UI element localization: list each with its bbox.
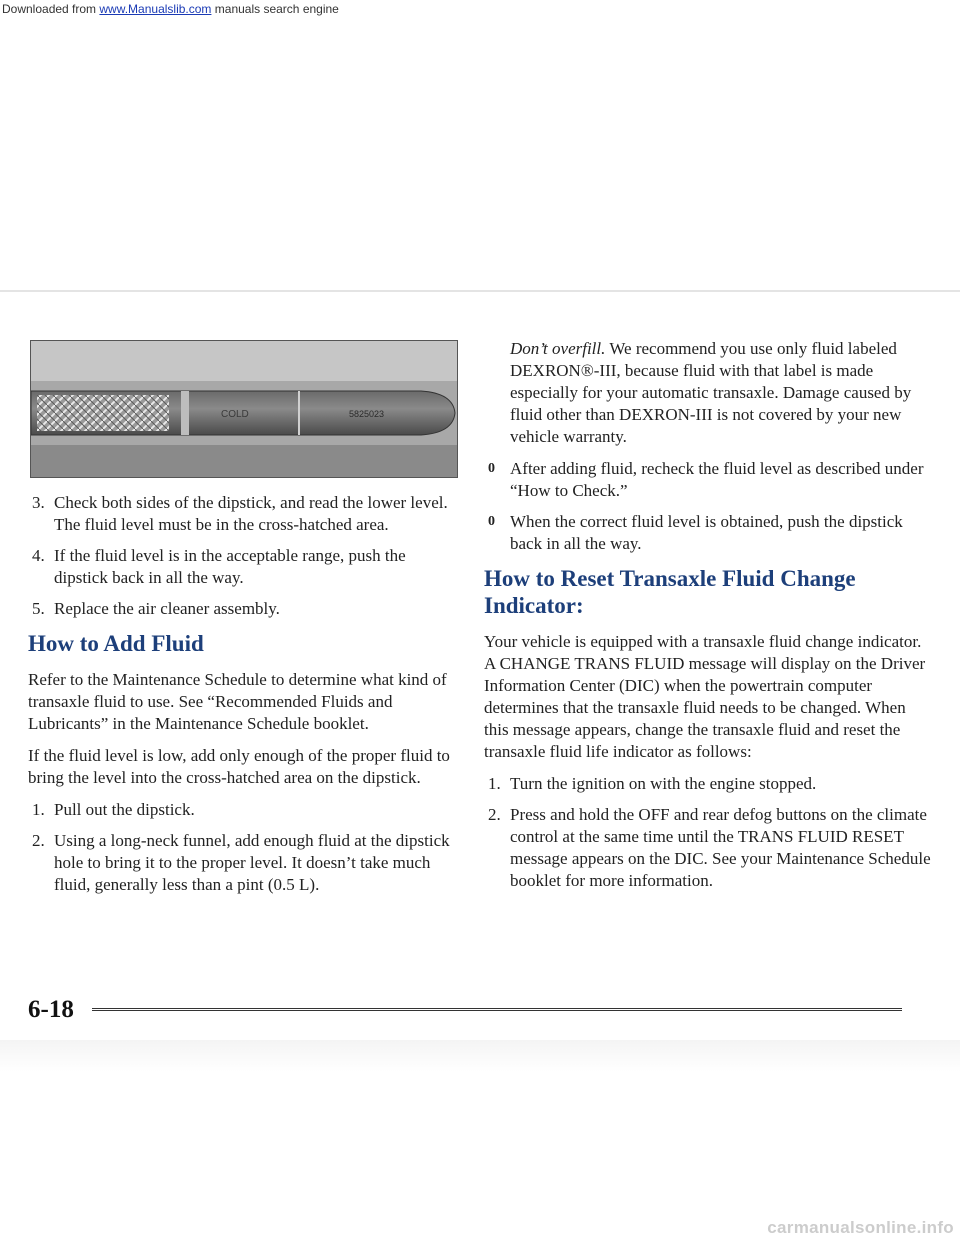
step-number: 2. [32, 831, 45, 850]
reset-step-2 [484, 804, 934, 892]
step-4 [28, 545, 460, 589]
footer-divider [92, 1008, 902, 1015]
bullet-text: After adding fluid, recheck the fluid level as described under “How to Check.” [510, 459, 924, 500]
bullet-push-back [484, 511, 934, 555]
banner-suffix: manuals search engine [211, 2, 339, 16]
step-text: If the fluid level is in the acceptable range, push the dipstick back in all the way. [54, 546, 406, 587]
overfill-text: We recommend you use only fluid labeled DEXRON®-III, because fluid with that label is made especially for your automatic transaxle. Damage caused by fluid other than DEXRON-III is not covered by your new vehicle warranty. [510, 339, 912, 446]
heading-add-fluid: How to Add Fluid [28, 631, 204, 656]
page-number: 6-18 [28, 996, 74, 1023]
dipstick-photo [30, 340, 458, 478]
step-text: Replace the air cleaner assembly. [54, 599, 280, 618]
step-number: 3. [32, 493, 45, 512]
scan-shadow [0, 1040, 960, 1072]
reset-step-1 [484, 773, 934, 795]
step-number: 4. [32, 546, 45, 565]
left-column [28, 492, 460, 905]
step-number: 5. [32, 599, 45, 618]
add-step-1 [28, 799, 460, 821]
bullet-mark: 0 [488, 461, 495, 476]
heading-reset-indicator: How to Reset Transaxle Fluid Change Indicator: [484, 566, 856, 618]
download-banner [2, 2, 339, 16]
step-text: Using a long-neck funnel, add enough fluid at the dipstick hole to bring it to the proper level. It doesn’t take much fluid, generally less than a pint (0.5 L). [54, 831, 450, 894]
watermark: carmanualsonline.info [767, 1218, 954, 1237]
step-text: Press and hold the OFF and rear defog buttons on the climate control at the same time until the TRANS FLUID RESET message appears on the DIC. See your Maintenance Schedule booklet for more information. [510, 805, 931, 890]
banner-prefix: Downloaded from [2, 2, 100, 16]
overfill-warning: Don’t overfill. [510, 339, 606, 358]
paragraph-refer: Refer to the Maintenance Schedule to determine what kind of transaxle fluid to use. See “Recommended Fluids and Lubricants” in the Maintenance Schedule booklet. [28, 670, 447, 733]
manualslib-link[interactable]: www.Manualslib.com [99, 2, 212, 16]
cold-label: COLD [221, 409, 249, 420]
top-divider [0, 290, 960, 292]
step-number: 1. [32, 800, 45, 819]
step-text: Turn the ignition on with the engine stopped. [510, 774, 817, 793]
part-number-label: 5825023 [349, 409, 385, 419]
step-number: 2. [488, 805, 501, 824]
paragraph-indicator: Your vehicle is equipped with a transaxle fluid change indicator. A CHANGE TRANS FLUID message will display on the Driver Information Center (DIC) when the powertrain computer determines that the transaxle fluid needs to be changed. When this message appears, change the transaxle fluid and reset the transaxle fluid life indicator as follows: [484, 632, 926, 761]
step-text: Pull out the dipstick. [54, 800, 195, 819]
dipstick-illustration [31, 341, 457, 477]
right-column [484, 338, 934, 901]
step-text: Check both sides of the dipstick, and read the lower level. The fluid level must be in the cross-hatched area. [54, 493, 448, 534]
bullet-recheck [484, 458, 934, 502]
paragraph-overfill [484, 338, 934, 448]
step-5 [28, 598, 460, 620]
add-step-2 [28, 830, 460, 896]
bullet-mark: 0 [488, 514, 495, 529]
step-3 [28, 492, 460, 536]
bullet-text: When the correct fluid level is obtained, push the dipstick back in all the way. [510, 512, 903, 553]
paragraph-low-level: If the fluid level is low, add only enough of the proper fluid to bring the level into the cross-hatched area on the dipstick. [28, 746, 450, 787]
step-number: 1. [488, 774, 501, 793]
